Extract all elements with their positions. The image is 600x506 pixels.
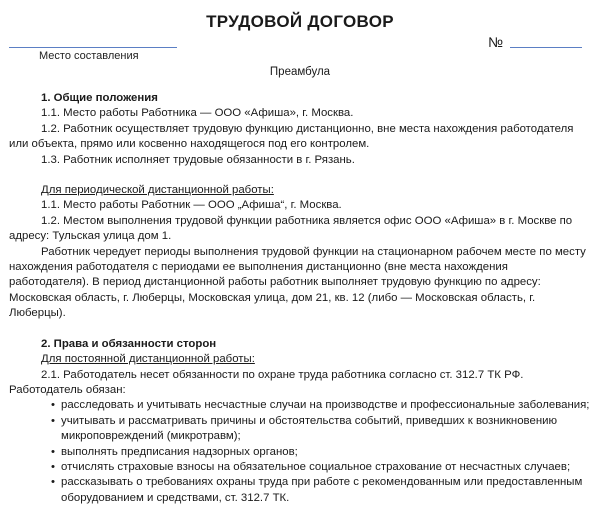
document-body [9,91,591,506]
list-item: • выполнять предписания надзорных органов; [51,445,298,458]
number-sign: № [488,34,504,50]
list-item: • учитывать и рассматривать причины и обстоятельства событий, приведших к возникновению микроповреждений (микротравм); [51,414,558,443]
clause-1-2: 1.2. Работник осуществляет трудовую функцию дистанционно, вне места нахождения работодателя или объекта, прямо или косвенно находящегося под его контролем. [9,122,574,151]
place-label: Место составления [39,50,139,62]
place-fill-line [9,47,177,48]
document-title: ТРУДОВОЙ ДОГОВОР [206,12,394,31]
clause-2-1: 2.1. Работодатель несет обязанности по охране труда работника согласно ст. 312.7 ТК РФ. Работодатель обязан: [9,368,524,396]
permanent-remote-heading: Для постоянной дистанционной работы: [41,353,255,366]
preamble-label: Преамбула [269,66,331,78]
list-item: • расследовать и учитывать несчастные случаи на производстве и профессиональные заболевания; [51,399,590,412]
clause-1-1: 1.1. Место работы Работника — ООО «Афиша», г. Москва. [41,107,354,120]
section-1-heading: 1. Общие положения [41,92,158,104]
periodic-paragraph: Работник чередует периоды выполнения трудовой функции на стационарном рабочем месте по месту нахождения работодателя с периодами ее выполнения дистанционно (вне места нахождения работодателя). В период дистанционной работы работник выполняет трудовую функцию по адресу: Московская область, г. Люберцы, Московская улица, дом 21, кв. 12 (либо — Московская область, г. Люберцы). [9,245,586,320]
list-item: • рассказывать о требованиях охраны труда при работе с рекомендованным или предоставленным оборудованием и средствами, ст. 312.7 ТК. [51,476,583,504]
periodic-remote-heading: Для периодической дистанционной работы: [41,184,274,197]
periodic-clause-1-1: 1.1. Место работы Работник — ООО „Афиша“, г. Москва. [41,199,342,212]
list-item: • отчислять страховые взносы на обязательное социальное страхование от несчастных случаев; [51,460,571,473]
number-fill-line [510,47,582,48]
periodic-clause-1-2: 1.2. Местом выполнения трудовой функции работника является офис ООО «Афиша» в г. Москве по адресу: Тульская улица дом 1. [9,214,573,243]
section-2-heading: 2. Права и обязанности сторон [41,337,217,350]
clause-1-3: 1.3. Работник исполняет трудовые обязанности в г. Рязань. [41,153,355,166]
